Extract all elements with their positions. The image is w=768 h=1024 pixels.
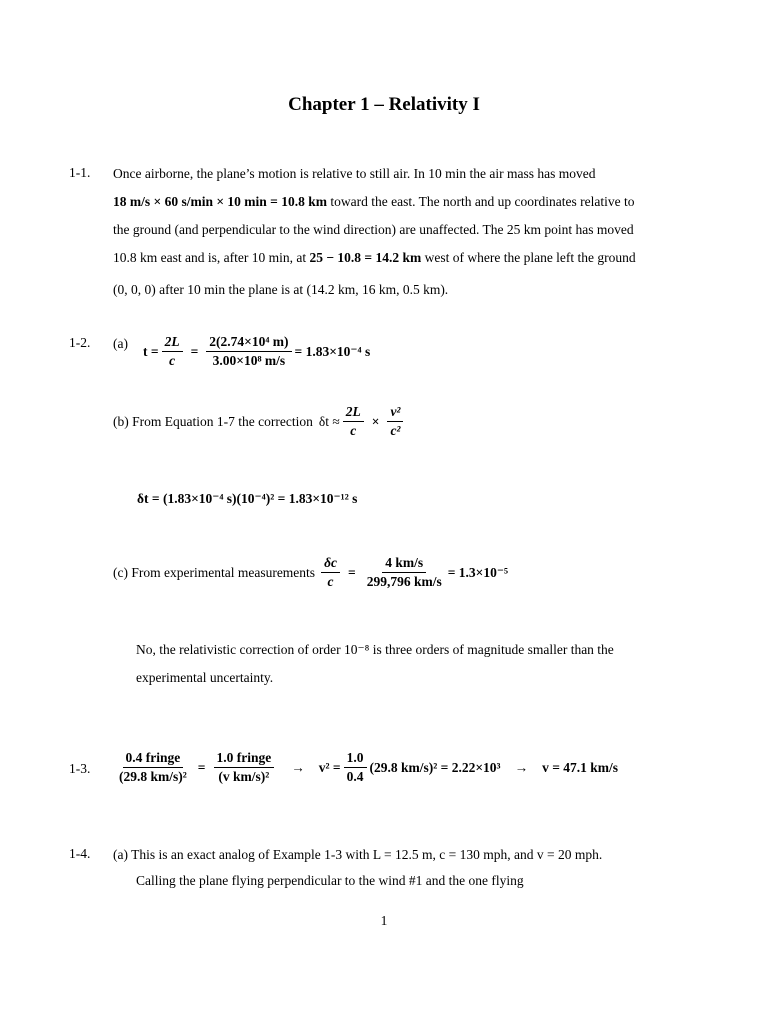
fraction-numerator: 2L xyxy=(343,404,364,422)
problem-1-1-line-3: the ground (and perpendicular to the wind direction) are unaffected. The 25 km point has moved xyxy=(113,222,634,237)
fraction-2L-over-c xyxy=(162,334,183,369)
fraction-numerator: 1.0 fringe xyxy=(214,750,275,768)
problem-1-1-line-5: (0, 0, 0) after 10 min the plane is at (14.2 km, 16 km, 0.5 km). xyxy=(113,282,449,297)
fraction-v2-over-c2 xyxy=(387,404,403,439)
conclusion-line-1: No, the relativistic correction of order 10⁻⁸ is three orders of magnitude smaller than the xyxy=(136,642,614,657)
fraction-numerator: 0.4 fringe xyxy=(123,750,184,768)
fraction-time-calculation xyxy=(206,334,291,369)
position-equation: 25 − 10.8 = 14.2 km xyxy=(309,250,422,265)
problem-1-1-line-4 xyxy=(113,249,636,267)
fraction-numerator: 4 km/s xyxy=(382,555,426,573)
arrow-icon: → xyxy=(514,759,529,775)
fraction-denominator: c xyxy=(169,353,176,368)
fraction-denominator: 3.00×10⁸ m/s xyxy=(212,353,286,368)
part-a-label: (a) xyxy=(113,336,128,351)
fraction-denominator: (v km/s)² xyxy=(218,769,270,784)
equation-1-3: $\frac{\text{0.4 fringe}}{\text{(29.8 km/s)²}}$ = $\frac{\text{1.0 fringe}}{\text{(v km/s)²}}$ → v² = $\frac{1.0}{0.4}$ (29.8 km/s)² = 2.22×10³ → v = 47.1 km/s xyxy=(113,750,618,785)
conclusion-line-2: experimental uncertainty. xyxy=(136,670,274,685)
fraction-denominator: c xyxy=(327,574,334,589)
problem-number-1-4: 1-4. xyxy=(69,846,91,861)
fraction-denominator: c xyxy=(350,423,357,438)
fraction-numerator: δc xyxy=(321,555,340,573)
fraction-denominator: (29.8 km/s)² xyxy=(119,769,187,784)
fraction-denominator: 0.4 xyxy=(346,769,364,784)
fraction-ratio xyxy=(344,750,367,785)
fraction-fringe-2 xyxy=(214,750,275,785)
page-number: 1 xyxy=(380,913,388,928)
eq-1-2a-result: = 1.83×10⁻⁴ s xyxy=(294,343,371,359)
fraction-denominator: c² xyxy=(390,423,401,438)
fraction-numerator: 1.0 xyxy=(344,750,367,768)
fraction-speed-ratio xyxy=(364,555,445,590)
part-c-text: (c) From experimental measurements xyxy=(113,564,316,580)
fraction-numerator: 2(2.74×10⁴ m) xyxy=(206,334,291,352)
problem-1-1-line-2-text: toward the east. The north and up coordinates relative to xyxy=(330,194,635,209)
eq-1-2c-result: = 1.3×10⁻⁵ xyxy=(447,564,509,580)
equation-1-2b-correction: (b) From Equation 1-7 the correction δt ≈ $\frac{2L}{c}$ × $\frac{\text{v²}}{\text{c²}}$ xyxy=(113,404,406,439)
eq-1-2a-lhs: t = xyxy=(143,343,159,359)
problem-1-1-line-2 xyxy=(113,193,635,211)
equation-1-2c: (c) From experimental measurements $\frac{\delta c}{c}$ = $\frac{4 km/s}{299,796 km/s}$ = 1.3×10⁻⁵ xyxy=(113,555,509,589)
part-b-text: (b) From Equation 1-7 the correction xyxy=(113,413,313,429)
fraction-numerator: 2L xyxy=(162,334,183,352)
arrow-icon: → xyxy=(291,759,305,775)
fraction-dc-over-c xyxy=(321,555,340,590)
fraction-denominator: 299,796 km/s xyxy=(366,574,442,589)
fraction-numerator: v² xyxy=(387,404,403,422)
fraction-2L-over-c xyxy=(343,404,364,439)
v-squared-lhs: v² = xyxy=(318,759,341,775)
problem-number-1-2: 1-2. xyxy=(69,335,91,350)
problem-number-1-1: 1-1. xyxy=(69,165,91,180)
fraction-fringe-1 xyxy=(116,750,190,785)
velocity-result: v = 47.1 km/s xyxy=(542,759,619,775)
chapter-title: Chapter 1 – Relativity I xyxy=(288,94,480,115)
problem-1-1-line-1: Once airborne, the plane’s motion is relative to still air. In 10 min the air mass has moved xyxy=(113,166,596,181)
equation-1-2b-result: δt = (1.83×10⁻⁴ s)(10⁻⁴)² = 1.83×10⁻¹² s xyxy=(137,491,358,506)
problem-1-1-line-4a: 10.8 km east and is, after 10 min, at xyxy=(113,250,307,265)
problem-1-4-line-2: Calling the plane flying perpendicular to the wind #1 and the one flying xyxy=(136,873,524,888)
problem-number-1-3: 1-3. xyxy=(69,761,91,776)
problem-1-4-line-1: (a) This is an exact analog of Example 1-3 with L = 12.5 m, c = 130 mph, and v = 20 mph. xyxy=(113,847,603,862)
problem-1-1-line-4b: west of where the plane left the ground xyxy=(424,250,636,265)
equation-1-2a: t = $\frac{2L}{c}$ = $\frac{\text{2(2.74×10⁴ m)}}{\text{3.00×10⁸ m/s}}$ = 1.83×10⁻⁴ s xyxy=(143,334,371,368)
v-squared-rhs: (29.8 km/s)² = 2.22×10³ xyxy=(369,759,501,775)
airmass-distance-equation: 18 m/s × 60 s/min × 10 min = 10.8 km xyxy=(113,194,327,209)
eq-1-2b-lhs: δt ≈ xyxy=(318,413,340,429)
